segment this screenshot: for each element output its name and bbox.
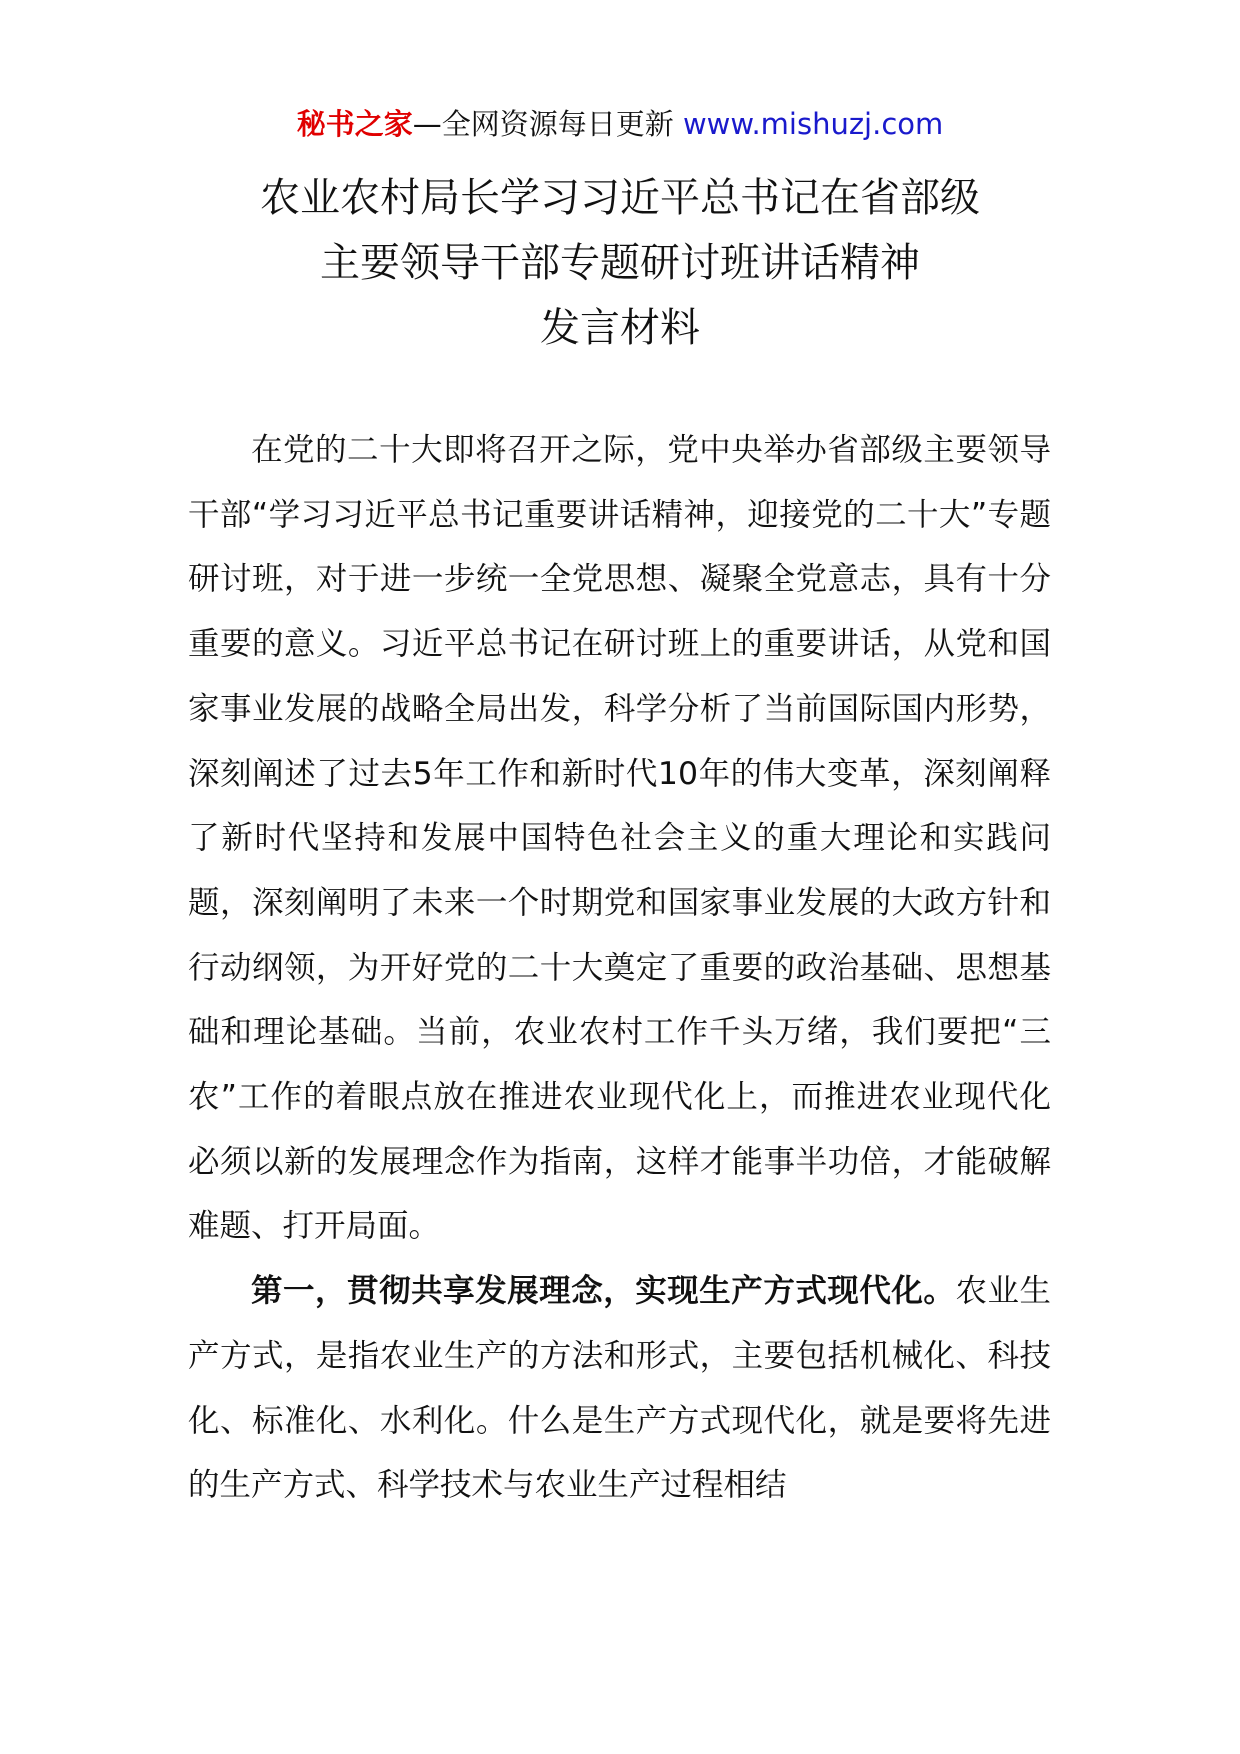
document-title <box>0 166 1240 361</box>
paragraph-1 <box>188 418 1051 1259</box>
site-header <box>0 100 1240 148</box>
title-line-2: 主要领导干部专题研讨班讲话精神 <box>320 240 920 286</box>
header-slogan: —全网资源每日更新 <box>412 107 674 141</box>
title-line-1: 农业农村局长学习习近平总书记在省部级 <box>260 175 980 221</box>
title-line-3: 发言材料 <box>540 305 700 351</box>
header-brand: 秘书之家 <box>296 107 413 141</box>
paragraph-1-text: 在党的二十大即将召开之际，党中央举办省部级主要领导干部“学习习近平总书记重要讲话精神，迎接党的二十大”专题研讨班，对于进一步统一全党思想、凝聚全党意志，具有十分重要的意义。习近平总书记在研讨班上的重要讲话，从党和国家事业发展的战略全局出发，科学分析了当前国际国内形势，深刻阐述了过去5年工作和新时代10年的伟大变革，深刻阐释了新时代坚持和发展中国特色社会主义的重大理论和实践问题，深刻阐明了未来一个时期党和国家事业发展的大政方针和行动纲领，为开好党的二十大奠定了重要的政治基础、思想基础和理论基础。当前，农业农村工作千头万绪，我们要把“三农”工作的着眼点放在推进农业现代化上，而推进农业现代化必须以新的发展理念作为指南，这样才能事半功倍，才能破解难题、打开局面。 <box>188 432 1051 1245</box>
paragraph-2-text: 农业生产方式，是指农业生产的方法和形式，主要包括机械化、科技化、标准化、水利化。什么是生产方式现代化，就是要将先进的生产方式、科学技术与农业生产过程相结 <box>188 1273 1051 1504</box>
document-body <box>188 418 1051 1518</box>
header-url-link[interactable]: www.mishuzj.com <box>682 107 944 141</box>
paragraph-2 <box>188 1259 1051 1518</box>
paragraph-2-lead: 第一，贯彻共享发展理念，实现生产方式现代化。 <box>251 1273 956 1310</box>
